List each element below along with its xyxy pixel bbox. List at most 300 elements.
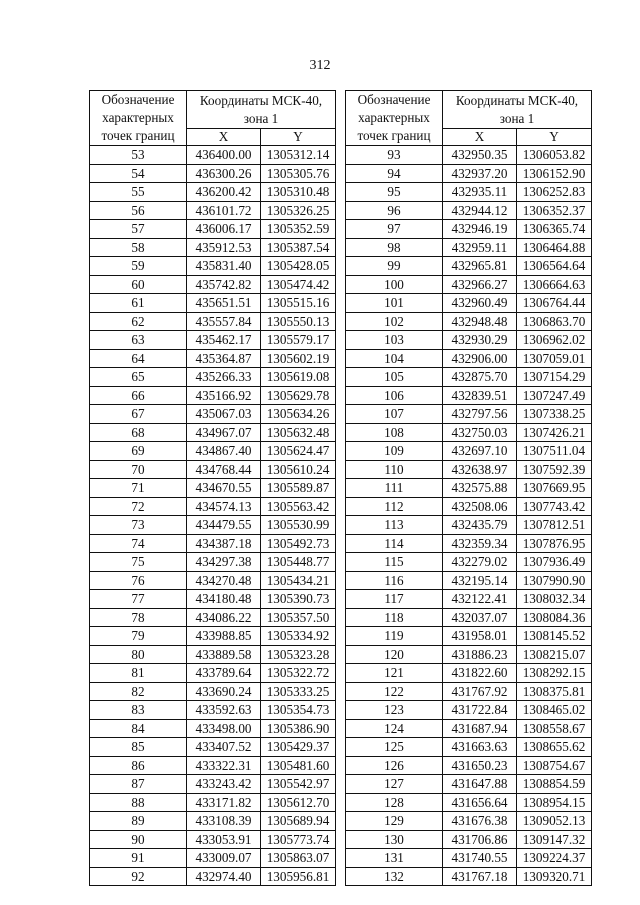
- point-number-cell: 102: [346, 312, 443, 331]
- y-coordinate-cell: 1307669.95: [517, 479, 592, 498]
- y-coordinate-cell: 1305563.42: [261, 497, 336, 516]
- y-coordinate-cell: 1305322.72: [261, 664, 336, 683]
- table-row: [346, 849, 592, 868]
- y-coordinate-cell: 1306962.02: [517, 331, 592, 350]
- x-coordinate-cell: 433592.63: [187, 701, 261, 720]
- x-coordinate-cell: 432960.49: [443, 294, 517, 313]
- page-number: 312: [309, 58, 331, 73]
- y-coordinate-cell: 1305474.42: [261, 275, 336, 294]
- x-coordinate-cell: 432966.27: [443, 275, 517, 294]
- x-coordinate-cell: 432906.00: [443, 349, 517, 368]
- table-row: [90, 608, 336, 627]
- y-coordinate-cell: 1307511.04: [517, 442, 592, 461]
- x-coordinate-cell: 433498.00: [187, 719, 261, 738]
- point-number-cell: 129: [346, 812, 443, 831]
- y-coordinate-cell: 1305619.08: [261, 368, 336, 387]
- x-coordinate-cell: 434270.48: [187, 571, 261, 590]
- x-coordinate-cell: 435462.17: [187, 331, 261, 350]
- header-point-label: [346, 91, 443, 146]
- point-number-cell: 76: [90, 571, 187, 590]
- y-coordinate-cell: 1307743.42: [517, 497, 592, 516]
- x-coordinate-cell: 433009.07: [187, 849, 261, 868]
- y-coordinate-cell: 1308292.15: [517, 664, 592, 683]
- table-row: [90, 497, 336, 516]
- y-coordinate-cell: 1305312.14: [261, 146, 336, 165]
- table-row: [90, 257, 336, 276]
- y-coordinate-cell: 1305629.78: [261, 386, 336, 405]
- table-row: [346, 183, 592, 202]
- y-coordinate-cell: 1305492.73: [261, 534, 336, 553]
- table-row: [346, 738, 592, 757]
- y-coordinate-cell: 1305632.48: [261, 423, 336, 442]
- header-point-label-line: Обозначение: [357, 92, 431, 107]
- y-coordinate-cell: 1307059.01: [517, 349, 592, 368]
- x-coordinate-cell: 431767.18: [443, 867, 517, 886]
- y-coordinate-cell: 1305956.81: [261, 867, 336, 886]
- y-coordinate-cell: 1305310.48: [261, 183, 336, 202]
- y-coordinate-cell: 1308145.52: [517, 627, 592, 646]
- x-coordinate-cell: 432638.97: [443, 460, 517, 479]
- y-coordinate-cell: 1305334.92: [261, 627, 336, 646]
- point-number-cell: 63: [90, 331, 187, 350]
- table-row: [90, 312, 336, 331]
- table-row: [346, 497, 592, 516]
- x-coordinate-cell: 431958.01: [443, 627, 517, 646]
- table-row: [346, 368, 592, 387]
- x-coordinate-cell: 431767.92: [443, 682, 517, 701]
- x-coordinate-cell: 432508.06: [443, 497, 517, 516]
- point-number-cell: 75: [90, 553, 187, 572]
- x-coordinate-cell: 435742.82: [187, 275, 261, 294]
- x-coordinate-cell: 433108.39: [187, 812, 261, 831]
- table-row: [90, 201, 336, 220]
- point-number-cell: 57: [90, 220, 187, 239]
- x-coordinate-cell: 432037.07: [443, 608, 517, 627]
- point-number-cell: 78: [90, 608, 187, 627]
- point-number-cell: 92: [90, 867, 187, 886]
- y-coordinate-cell: 1306564.64: [517, 257, 592, 276]
- table-row: [346, 793, 592, 812]
- y-coordinate-cell: 1305428.05: [261, 257, 336, 276]
- point-number-cell: 87: [90, 775, 187, 794]
- y-coordinate-cell: 1307426.21: [517, 423, 592, 442]
- x-coordinate-cell: 431647.88: [443, 775, 517, 794]
- table-row: [346, 627, 592, 646]
- x-coordinate-cell: 432935.11: [443, 183, 517, 202]
- y-coordinate-cell: 1305542.97: [261, 775, 336, 794]
- table-row: [90, 682, 336, 701]
- table-row: [90, 830, 336, 849]
- table-row: [90, 368, 336, 387]
- x-coordinate-cell: 431656.64: [443, 793, 517, 812]
- point-number-cell: 70: [90, 460, 187, 479]
- y-coordinate-cell: 1307592.39: [517, 460, 592, 479]
- table-row: [90, 423, 336, 442]
- point-number-cell: 86: [90, 756, 187, 775]
- x-coordinate-cell: 432697.10: [443, 442, 517, 461]
- point-number-cell: 95: [346, 183, 443, 202]
- table-row: [90, 479, 336, 498]
- y-coordinate-cell: 1306664.63: [517, 275, 592, 294]
- x-coordinate-cell: 433789.64: [187, 664, 261, 683]
- x-coordinate-cell: 434768.44: [187, 460, 261, 479]
- point-number-cell: 125: [346, 738, 443, 757]
- x-coordinate-cell: 432279.02: [443, 553, 517, 572]
- table-row: [90, 849, 336, 868]
- table-row: [90, 756, 336, 775]
- table-row: [90, 386, 336, 405]
- header-point-label: [90, 91, 187, 146]
- x-coordinate-cell: 436006.17: [187, 220, 261, 239]
- x-coordinate-cell: 433053.91: [187, 830, 261, 849]
- x-coordinate-cell: 432122.41: [443, 590, 517, 609]
- table-row: [90, 664, 336, 683]
- y-coordinate-cell: 1307812.51: [517, 516, 592, 535]
- table-row: [90, 590, 336, 609]
- x-coordinate-cell: 432965.81: [443, 257, 517, 276]
- point-number-cell: 66: [90, 386, 187, 405]
- point-number-cell: 96: [346, 201, 443, 220]
- point-number-cell: 126: [346, 756, 443, 775]
- x-coordinate-cell: 432195.14: [443, 571, 517, 590]
- y-coordinate-cell: 1305305.76: [261, 164, 336, 183]
- table-row: [346, 479, 592, 498]
- y-coordinate-cell: 1306863.70: [517, 312, 592, 331]
- header-point-label-line: характерных: [358, 110, 430, 125]
- table-row: [90, 775, 336, 794]
- x-coordinate-cell: 433243.42: [187, 775, 261, 794]
- point-number-cell: 62: [90, 312, 187, 331]
- y-coordinate-cell: 1307990.90: [517, 571, 592, 590]
- point-number-cell: 110: [346, 460, 443, 479]
- coordinates-table-right: [345, 90, 592, 886]
- table-row: [90, 442, 336, 461]
- y-coordinate-cell: 1308465.02: [517, 701, 592, 720]
- table-row: [90, 460, 336, 479]
- table-row: [346, 164, 592, 183]
- x-coordinate-cell: 433889.58: [187, 645, 261, 664]
- x-coordinate-cell: 432797.56: [443, 405, 517, 424]
- y-coordinate-cell: 1305602.19: [261, 349, 336, 368]
- point-number-cell: 132: [346, 867, 443, 886]
- header-coords-title-line: Координаты МСК-40,: [455, 92, 579, 108]
- table-row: [90, 738, 336, 757]
- table-row: [346, 220, 592, 239]
- table-row: [346, 460, 592, 479]
- table-row: [90, 516, 336, 535]
- header-point-label-line: точек границ: [357, 128, 431, 143]
- table-row: [346, 664, 592, 683]
- x-coordinate-cell: 431822.60: [443, 664, 517, 683]
- point-number-cell: 93: [346, 146, 443, 165]
- y-coordinate-cell: 1305612.70: [261, 793, 336, 812]
- x-coordinate-cell: 435364.87: [187, 349, 261, 368]
- table-row: [346, 701, 592, 720]
- table-row: [346, 645, 592, 664]
- x-coordinate-cell: 435166.92: [187, 386, 261, 405]
- point-number-cell: 71: [90, 479, 187, 498]
- table-row: [346, 571, 592, 590]
- y-coordinate-cell: 1305354.73: [261, 701, 336, 720]
- x-coordinate-cell: 436101.72: [187, 201, 261, 220]
- table-row: [90, 571, 336, 590]
- y-coordinate-cell: 1305386.90: [261, 719, 336, 738]
- x-coordinate-cell: 431740.55: [443, 849, 517, 868]
- y-coordinate-cell: 1306365.74: [517, 220, 592, 239]
- table-row: [346, 442, 592, 461]
- point-number-cell: 73: [90, 516, 187, 535]
- table-row: [346, 423, 592, 442]
- y-coordinate-cell: 1308854.59: [517, 775, 592, 794]
- point-number-cell: 80: [90, 645, 187, 664]
- y-coordinate-cell: 1309052.13: [517, 812, 592, 831]
- table-row: [90, 812, 336, 831]
- y-coordinate-cell: 1308655.62: [517, 738, 592, 757]
- table-row: [90, 405, 336, 424]
- table-row: [346, 553, 592, 572]
- table-row: [346, 238, 592, 257]
- x-coordinate-cell: 432946.19: [443, 220, 517, 239]
- table-row: [346, 146, 592, 165]
- y-coordinate-cell: 1305387.54: [261, 238, 336, 257]
- point-number-cell: 115: [346, 553, 443, 572]
- table-row: [346, 608, 592, 627]
- table-row: [90, 238, 336, 257]
- point-number-cell: 103: [346, 331, 443, 350]
- y-coordinate-cell: 1305610.24: [261, 460, 336, 479]
- point-number-cell: 114: [346, 534, 443, 553]
- point-number-cell: 97: [346, 220, 443, 239]
- y-coordinate-cell: 1305481.60: [261, 756, 336, 775]
- header-x: X: [443, 129, 517, 146]
- point-number-cell: 69: [90, 442, 187, 461]
- y-coordinate-cell: 1305448.77: [261, 553, 336, 572]
- y-coordinate-cell: 1305589.87: [261, 479, 336, 498]
- x-coordinate-cell: 433407.52: [187, 738, 261, 757]
- x-coordinate-cell: 432839.51: [443, 386, 517, 405]
- x-coordinate-cell: 432959.11: [443, 238, 517, 257]
- y-coordinate-cell: 1305530.99: [261, 516, 336, 535]
- table-body: [90, 146, 336, 886]
- point-number-cell: 77: [90, 590, 187, 609]
- header-coords-title: [187, 91, 336, 129]
- x-coordinate-cell: 434479.55: [187, 516, 261, 535]
- point-number-cell: 64: [90, 349, 187, 368]
- point-number-cell: 124: [346, 719, 443, 738]
- y-coordinate-cell: 1308084.36: [517, 608, 592, 627]
- point-number-cell: 118: [346, 608, 443, 627]
- point-number-cell: 83: [90, 701, 187, 720]
- x-coordinate-cell: 435067.03: [187, 405, 261, 424]
- header-y: Y: [261, 129, 336, 146]
- point-number-cell: 79: [90, 627, 187, 646]
- table-row: [90, 294, 336, 313]
- y-coordinate-cell: 1305323.28: [261, 645, 336, 664]
- point-number-cell: 105: [346, 368, 443, 387]
- point-number-cell: 53: [90, 146, 187, 165]
- table-row: [90, 183, 336, 202]
- y-coordinate-cell: 1305333.25: [261, 682, 336, 701]
- y-coordinate-cell: 1305579.17: [261, 331, 336, 350]
- table-row: [346, 331, 592, 350]
- point-number-cell: 91: [90, 849, 187, 868]
- table-row: [346, 312, 592, 331]
- x-coordinate-cell: 436300.26: [187, 164, 261, 183]
- table-row: [346, 201, 592, 220]
- table-row: [90, 627, 336, 646]
- y-coordinate-cell: 1308558.67: [517, 719, 592, 738]
- point-number-cell: 106: [346, 386, 443, 405]
- point-number-cell: 85: [90, 738, 187, 757]
- point-number-cell: 59: [90, 257, 187, 276]
- point-number-cell: 109: [346, 442, 443, 461]
- x-coordinate-cell: 432930.29: [443, 331, 517, 350]
- point-number-cell: 100: [346, 275, 443, 294]
- x-coordinate-cell: 433988.85: [187, 627, 261, 646]
- point-number-cell: 101: [346, 294, 443, 313]
- table-row: [90, 275, 336, 294]
- table-row: [346, 682, 592, 701]
- point-number-cell: 112: [346, 497, 443, 516]
- table-row: [346, 516, 592, 535]
- table-row: [346, 775, 592, 794]
- y-coordinate-cell: 1306352.37: [517, 201, 592, 220]
- x-coordinate-cell: 432948.48: [443, 312, 517, 331]
- point-number-cell: 90: [90, 830, 187, 849]
- point-number-cell: 74: [90, 534, 187, 553]
- point-number-cell: 88: [90, 793, 187, 812]
- header-y: Y: [517, 129, 592, 146]
- table-row: [90, 534, 336, 553]
- x-coordinate-cell: 432875.70: [443, 368, 517, 387]
- y-coordinate-cell: 1308215.07: [517, 645, 592, 664]
- x-coordinate-cell: 435266.33: [187, 368, 261, 387]
- x-coordinate-cell: 433171.82: [187, 793, 261, 812]
- x-coordinate-cell: 435651.51: [187, 294, 261, 313]
- table-row: [346, 590, 592, 609]
- point-number-cell: 94: [346, 164, 443, 183]
- point-number-cell: 131: [346, 849, 443, 868]
- x-coordinate-cell: 432974.40: [187, 867, 261, 886]
- y-coordinate-cell: 1305689.94: [261, 812, 336, 831]
- y-coordinate-cell: 1309147.32: [517, 830, 592, 849]
- point-number-cell: 54: [90, 164, 187, 183]
- point-number-cell: 60: [90, 275, 187, 294]
- point-number-cell: 104: [346, 349, 443, 368]
- x-coordinate-cell: 431886.23: [443, 645, 517, 664]
- table-row: [346, 812, 592, 831]
- x-coordinate-cell: 434867.40: [187, 442, 261, 461]
- point-number-cell: 81: [90, 664, 187, 683]
- x-coordinate-cell: 434670.55: [187, 479, 261, 498]
- header-point-label-line: точек границ: [101, 128, 175, 143]
- table-body: [346, 146, 592, 886]
- table-row: [90, 793, 336, 812]
- point-number-cell: 113: [346, 516, 443, 535]
- point-number-cell: 58: [90, 238, 187, 257]
- point-number-cell: 128: [346, 793, 443, 812]
- y-coordinate-cell: 1305326.25: [261, 201, 336, 220]
- y-coordinate-cell: 1307154.29: [517, 368, 592, 387]
- point-number-cell: 61: [90, 294, 187, 313]
- point-number-cell: 123: [346, 701, 443, 720]
- point-number-cell: 65: [90, 368, 187, 387]
- y-coordinate-cell: 1306053.82: [517, 146, 592, 165]
- point-number-cell: 122: [346, 682, 443, 701]
- y-coordinate-cell: 1307876.95: [517, 534, 592, 553]
- y-coordinate-cell: 1306152.90: [517, 164, 592, 183]
- x-coordinate-cell: 431676.38: [443, 812, 517, 831]
- point-number-cell: 98: [346, 238, 443, 257]
- header-coords-title-line: Координаты МСК-40,: [199, 92, 323, 108]
- y-coordinate-cell: 1306252.83: [517, 183, 592, 202]
- header-x: X: [187, 129, 261, 146]
- table-row: [346, 867, 592, 886]
- point-number-cell: 127: [346, 775, 443, 794]
- table-row: [90, 719, 336, 738]
- y-coordinate-cell: 1309320.71: [517, 867, 592, 886]
- y-coordinate-cell: 1306464.88: [517, 238, 592, 257]
- point-number-cell: 119: [346, 627, 443, 646]
- point-number-cell: 67: [90, 405, 187, 424]
- x-coordinate-cell: 435557.84: [187, 312, 261, 331]
- point-number-cell: 56: [90, 201, 187, 220]
- table-row: [90, 553, 336, 572]
- y-coordinate-cell: 1305390.73: [261, 590, 336, 609]
- table-row: [346, 534, 592, 553]
- table-row: [346, 275, 592, 294]
- y-coordinate-cell: 1305624.47: [261, 442, 336, 461]
- x-coordinate-cell: 434574.13: [187, 497, 261, 516]
- x-coordinate-cell: 434967.07: [187, 423, 261, 442]
- table-row: [346, 386, 592, 405]
- table-row: [346, 349, 592, 368]
- header-point-label-line: характерных: [102, 110, 174, 125]
- header-point-label-line: Обозначение: [101, 92, 175, 107]
- y-coordinate-cell: 1305515.16: [261, 294, 336, 313]
- y-coordinate-cell: 1308032.34: [517, 590, 592, 609]
- point-number-cell: 120: [346, 645, 443, 664]
- point-number-cell: 116: [346, 571, 443, 590]
- x-coordinate-cell: 431706.86: [443, 830, 517, 849]
- point-number-cell: 121: [346, 664, 443, 683]
- y-coordinate-cell: 1305634.26: [261, 405, 336, 424]
- x-coordinate-cell: 432944.12: [443, 201, 517, 220]
- table-row: [346, 257, 592, 276]
- point-number-cell: 55: [90, 183, 187, 202]
- x-coordinate-cell: 433690.24: [187, 682, 261, 701]
- x-coordinate-cell: 431687.94: [443, 719, 517, 738]
- point-number-cell: 99: [346, 257, 443, 276]
- header-coords-title-line: зона 1: [499, 110, 535, 126]
- y-coordinate-cell: 1305773.74: [261, 830, 336, 849]
- x-coordinate-cell: 436200.42: [187, 183, 261, 202]
- table-row: [346, 405, 592, 424]
- table-row: [346, 719, 592, 738]
- x-coordinate-cell: 434387.18: [187, 534, 261, 553]
- x-coordinate-cell: 431663.63: [443, 738, 517, 757]
- y-coordinate-cell: 1305429.37: [261, 738, 336, 757]
- x-coordinate-cell: 433322.31: [187, 756, 261, 775]
- x-coordinate-cell: 432359.34: [443, 534, 517, 553]
- point-number-cell: 108: [346, 423, 443, 442]
- x-coordinate-cell: 431650.23: [443, 756, 517, 775]
- x-coordinate-cell: 432575.88: [443, 479, 517, 498]
- y-coordinate-cell: 1305357.50: [261, 608, 336, 627]
- x-coordinate-cell: 435831.40: [187, 257, 261, 276]
- point-number-cell: 89: [90, 812, 187, 831]
- point-number-cell: 111: [346, 479, 443, 498]
